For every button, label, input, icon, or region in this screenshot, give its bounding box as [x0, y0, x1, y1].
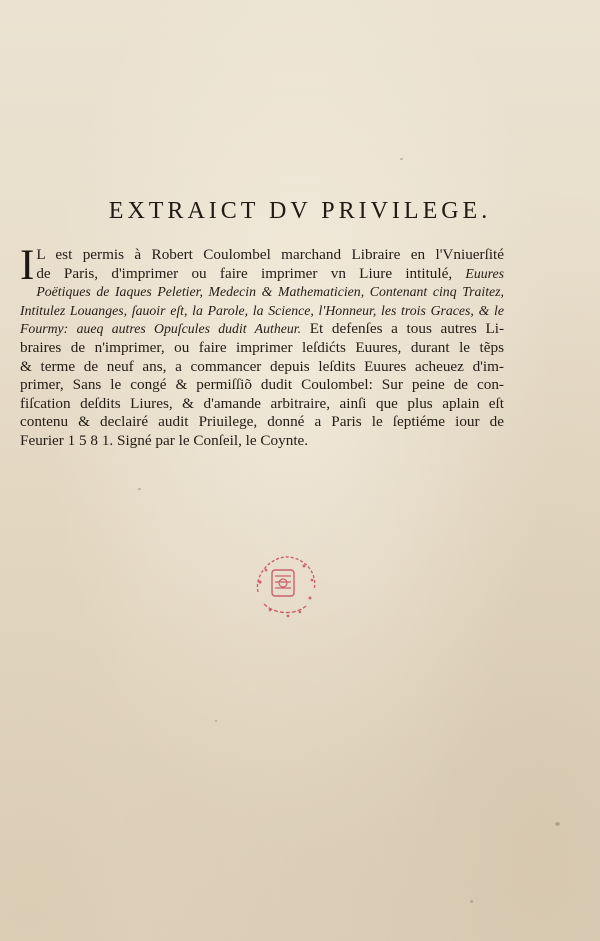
paper-speck: [470, 900, 473, 903]
text-line-10: contenu & declairé audit Priuilege, donné a Paris le ſeptiéme iour de: [20, 413, 504, 431]
paper-speck: [138, 488, 141, 490]
page-title: EXTRAICT DV PRIVILEGE.: [108, 198, 492, 224]
text-line-2-roman: de Paris, d'imprimer ou faire imprimer vn Liure intitulé,: [36, 264, 453, 282]
text-line-1: L est permis à Robert Coulombel marchand Libraire en l'Vniuerſité: [36, 246, 504, 263]
text-line-7: & terme de neuf ans, a commancer depuis leſdits Euures acheuez d'im-: [20, 357, 504, 375]
privilege-text: [20, 242, 505, 451]
library-stamp-icon: [244, 552, 326, 622]
text-line-6: braires de n'imprimer, ou faire imprimer leſdićts Euures, durant le tẽps: [20, 338, 504, 356]
text-line-2-italic: Euures: [465, 265, 504, 281]
text-line-11: Feurier 1 5 8 1. Signé par le Conſeil, le Coynte.: [20, 431, 309, 449]
paper-speck: [215, 720, 217, 722]
text-line-5-roman: Et defenſes a tous autres Li-: [309, 320, 505, 338]
text-line-3: Poëtiques de Iaques Peletier, Medecin & Mathematicien, Contenant cinq Traitez,: [36, 284, 504, 300]
text-line-5: [20, 320, 504, 339]
drop-cap: I: [20, 242, 35, 289]
text-line-9: fiſcation deſdits Liures, & d'amande arbitraire, ainſi que plus aplain eſt: [20, 394, 504, 412]
text-line-5-italic: Fourmy: aueq autres Opuſcules dudit Autheur.: [20, 321, 302, 337]
text-line-2: [20, 265, 504, 284]
paper-speck: [400, 158, 403, 160]
text-line-8: primer, Sans le congé & permiſſiõ dudit Coulombel: Sur peine de con-: [20, 376, 504, 394]
paper-speck: [555, 822, 560, 826]
text-line-4: Intitulez Louanges, ſauoir eſt, la Parole, la Science, l'Honneur, les trois Graces, & le: [20, 302, 504, 318]
